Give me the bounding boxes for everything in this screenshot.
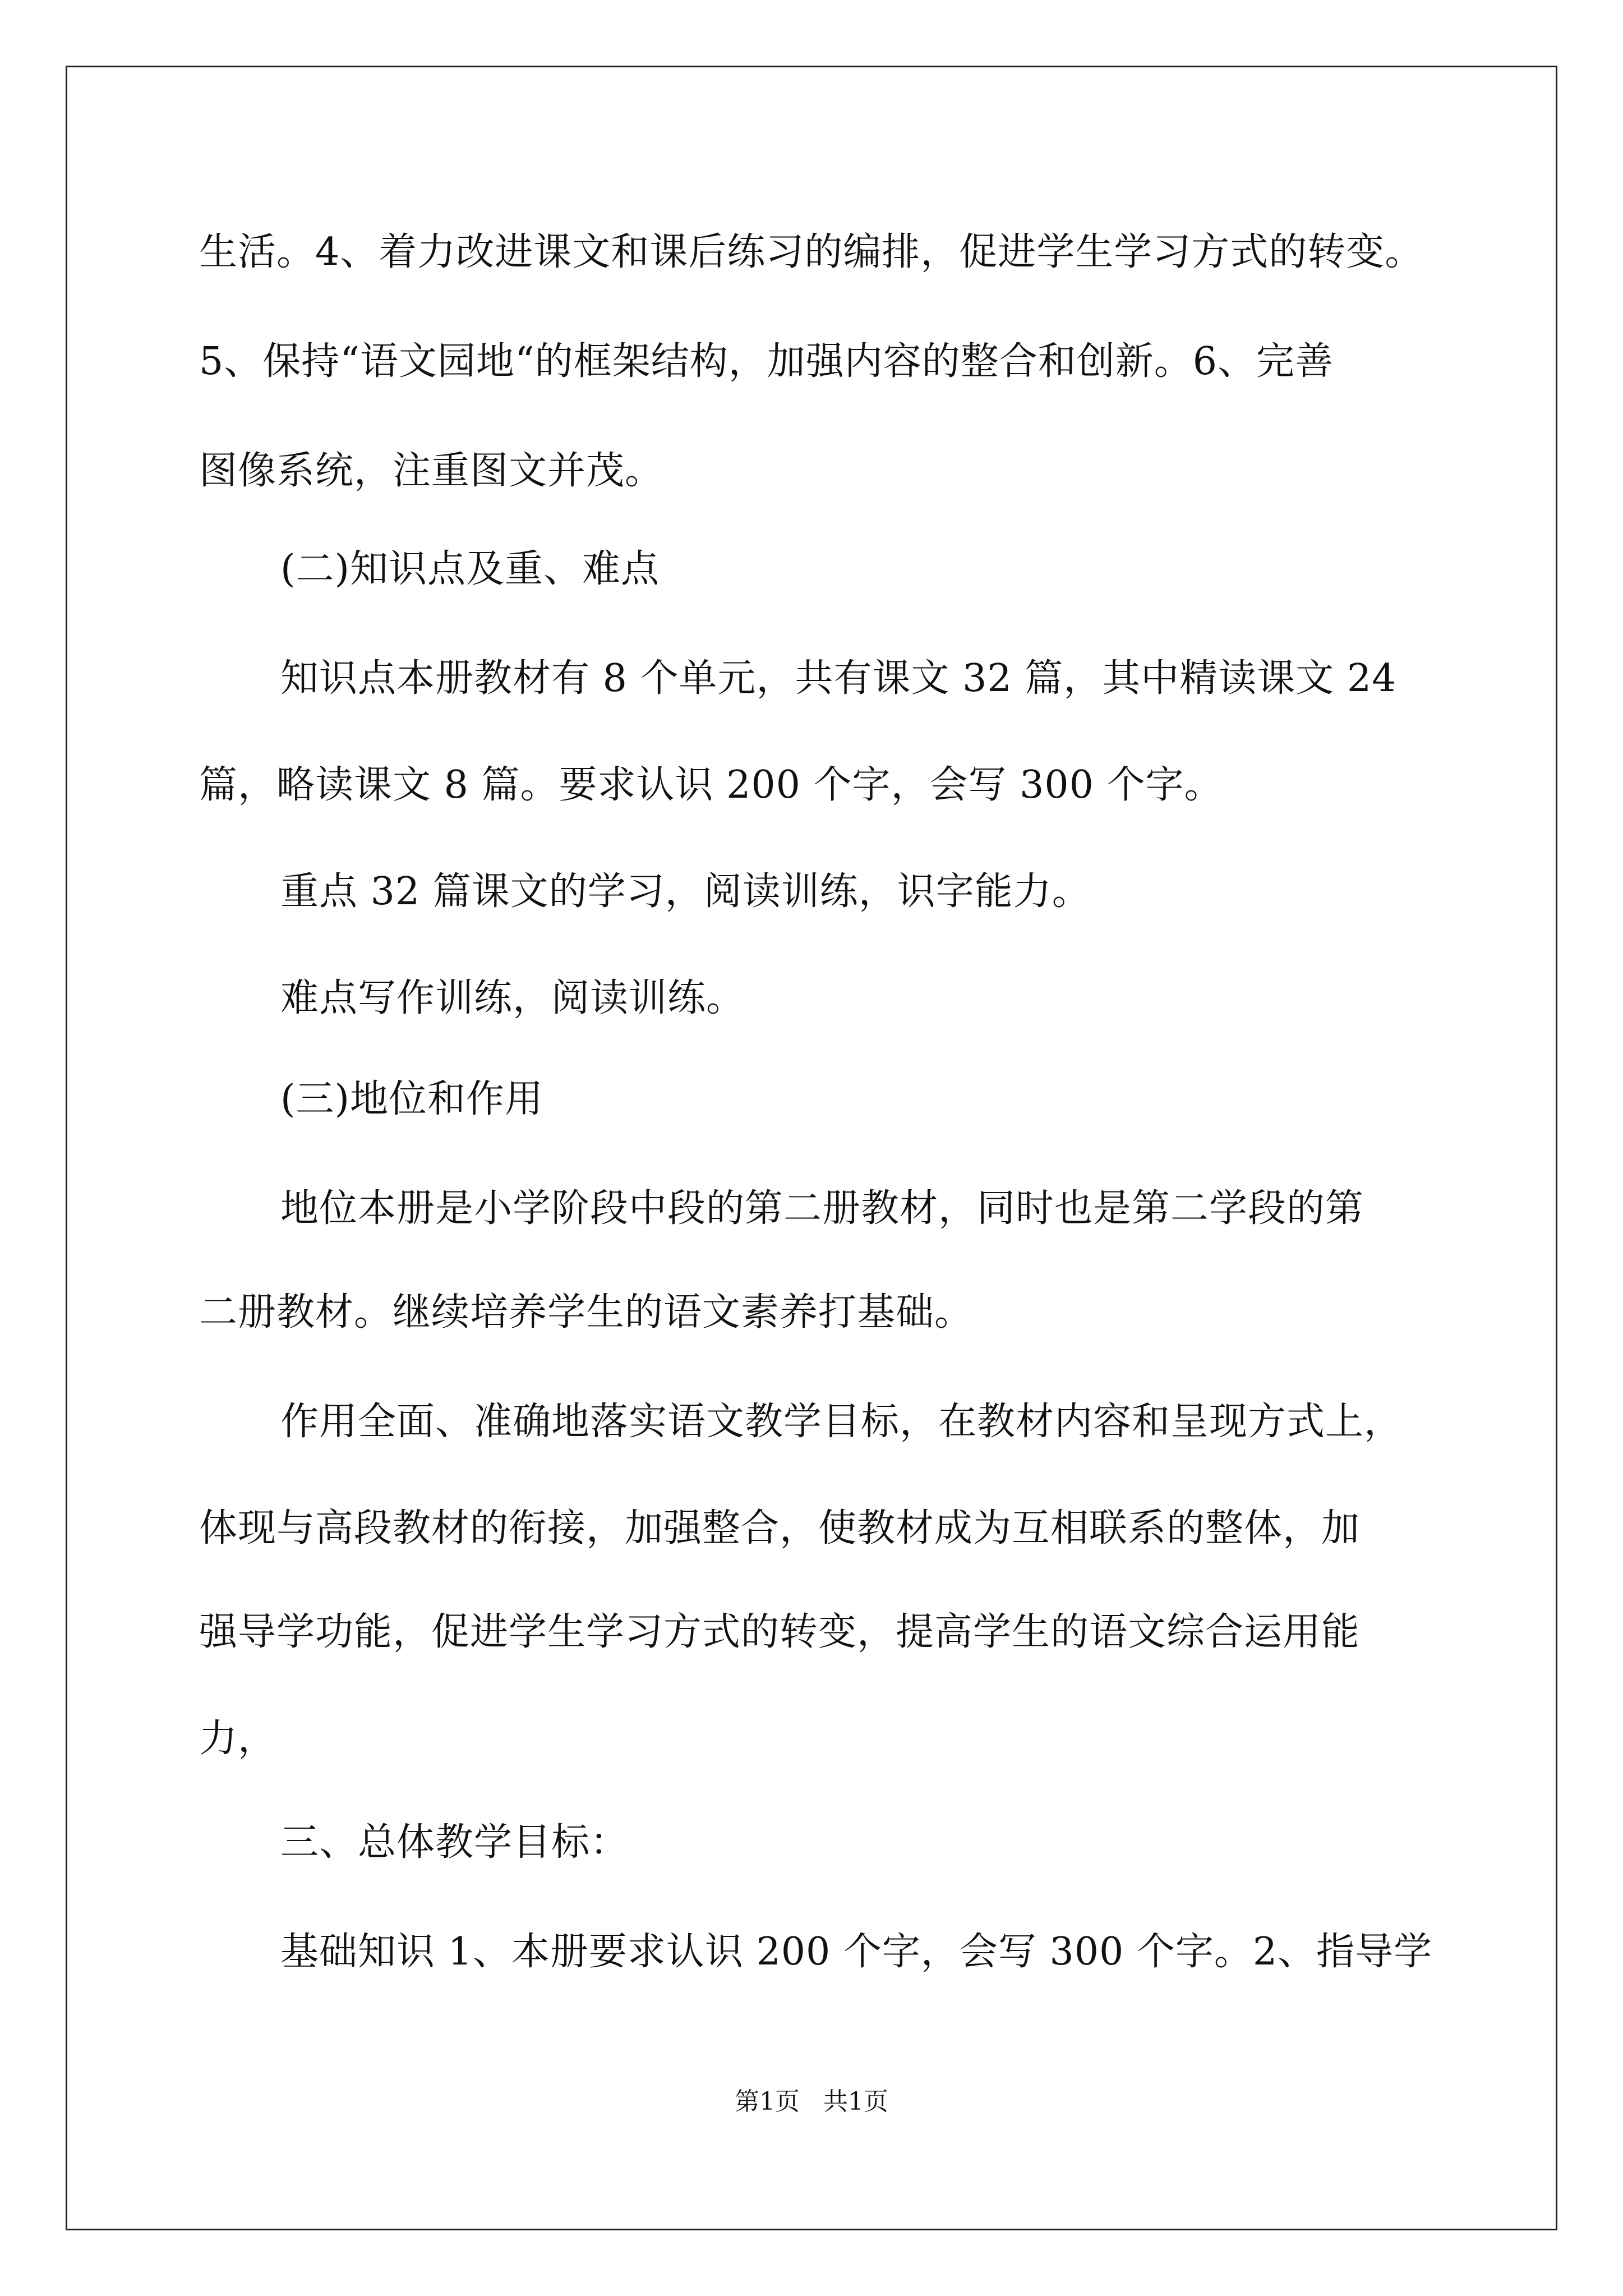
text-line-13: 体现与高段教材的衔接，加强整合，使教材成为互相联系的整体，加 — [199, 1506, 1361, 1550]
text-line-14: 强导学功能，促进学生学习方式的转变，提高学生的语文综合运用能 — [199, 1610, 1361, 1654]
text-line-10: 地位本册是小学阶段中段的第二册教材，同时也是第二学段的第 — [280, 1186, 1364, 1231]
section-heading-2: (二)知识点及重、难点 — [280, 547, 660, 591]
text-line-8: 难点写作训练，阅读训练。 — [280, 976, 745, 1020]
text-line-17: 基础知识 1、本册要求认识 200 个字，会写 300 个字。2、指导学 — [280, 1930, 1433, 1974]
page-footer: 第1页 共1页 — [735, 2087, 888, 2116]
section-heading-3: (三)地位和作用 — [280, 1077, 544, 1121]
text-line-6: 篇，略读课文 8 篇。要求认识 200 个字，会写 300 个字。 — [199, 763, 1223, 807]
text-line-7: 重点 32 篇课文的学习，阅读训练，识字能力。 — [280, 869, 1091, 914]
text-line-2: 5、保持“语文园地“的框架结构，加强内容的整合和创新。6、完善 — [199, 339, 1334, 384]
text-line-11: 二册教材。继续培养学生的语文素养打基础。 — [199, 1290, 974, 1335]
text-line-1: 生活。4、着力改进课文和课后练习的编排，促进学生学习方式的转变。 — [199, 230, 1424, 274]
text-line-3: 图像系统，注重图文并茂。 — [199, 449, 664, 493]
text-line-12: 作用全面、准确地落实语文教学目标，在教材内容和呈现方式上， — [280, 1400, 1403, 1444]
text-line-15: 力， — [199, 1717, 277, 1761]
section-heading-overall-goals: 三、总体教学目标： — [280, 1820, 629, 1865]
page-border — [66, 66, 1557, 2230]
text-line-5: 知识点本册教材有 8 个单元，共有课文 32 篇，其中精读课文 24 — [280, 656, 1397, 701]
